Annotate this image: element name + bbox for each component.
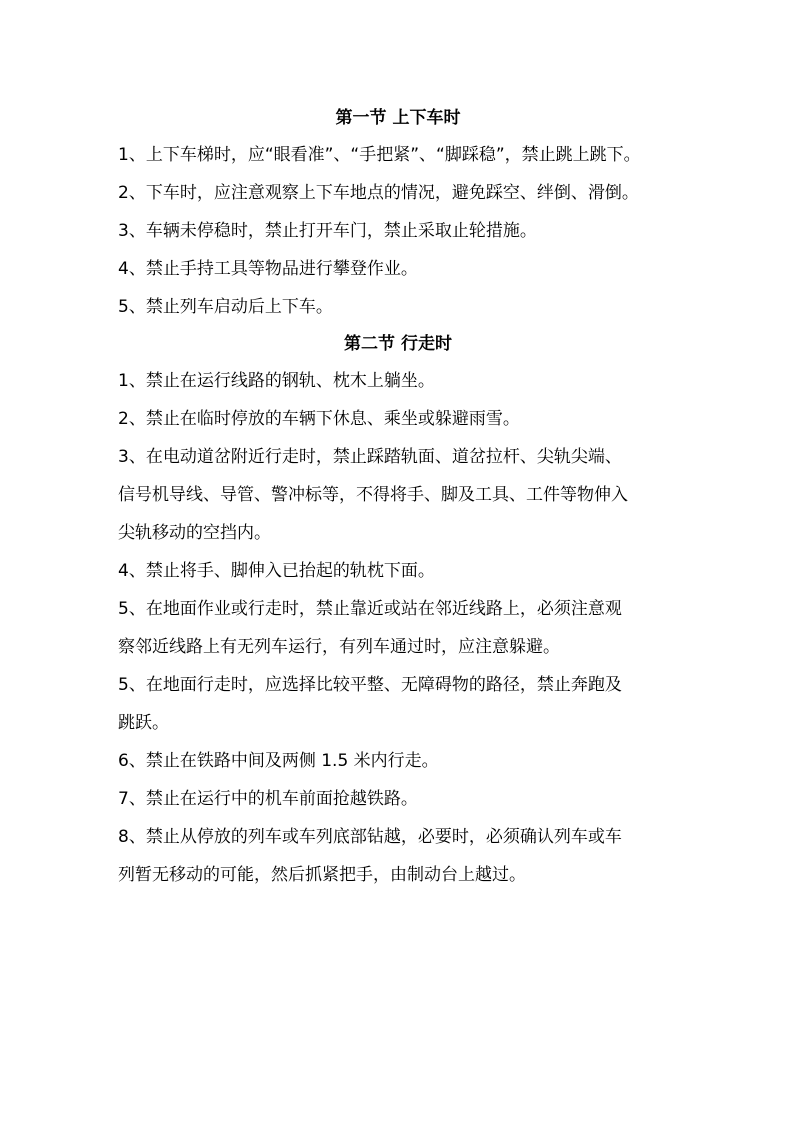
document-content bbox=[118, 100, 678, 894]
paragraph-multiline bbox=[118, 438, 678, 552]
paragraph-multiline bbox=[118, 818, 678, 894]
paragraph-line: 尖轨移动的空挡内。 bbox=[118, 523, 271, 543]
paragraph-line: 8、禁止从停放的列车或车列底部钻越，必要时，必须确认列车或车 bbox=[118, 827, 622, 847]
paragraph-line: 5、在地面行走时，应选择比较平整、无障碍物的路径，禁止奔跑及 bbox=[118, 675, 622, 695]
section-title: 第一节 上下车时 bbox=[335, 108, 461, 128]
paragraph-line: 3、在电动道岔附近行走时，禁止踩踏轨面、道岔拉杆、尖轨尖端、 bbox=[118, 447, 622, 467]
paragraph-line: 跳跃。 bbox=[118, 713, 169, 733]
paragraph: 2、下车时，应注意观察上下车地点的情况，避免踩空、绊倒、滑倒。 bbox=[118, 183, 639, 203]
section-2 bbox=[118, 326, 678, 894]
paragraph-line: 察邻近线路上有无列车运行，有列车通过时，应注意躲避。 bbox=[118, 637, 560, 657]
paragraph: 3、车辆未停稳时，禁止打开车门，禁止采取止轮措施。 bbox=[118, 221, 537, 241]
section-title: 第二节 行走时 bbox=[344, 334, 452, 354]
paragraph: 1、上下车梯时，应“眼看准”、“手把紧”、“脚踩稳”，禁止跳上跳下。 bbox=[118, 145, 641, 165]
paragraph: 6、禁止在铁路中间及两侧 1.5 米内行走。 bbox=[118, 751, 439, 771]
paragraph-line: 信号机导线、导管、警冲标等，不得将手、脚及工具、工件等物伸入 bbox=[118, 485, 628, 505]
paragraph: 4、禁止手持工具等物品进行攀登作业。 bbox=[118, 259, 418, 279]
paragraph-line: 列暂无移动的可能，然后抓紧把手，由制动台上越过。 bbox=[118, 865, 526, 885]
paragraph: 4、禁止将手、脚伸入已抬起的轨枕下面。 bbox=[118, 561, 435, 581]
paragraph-line: 5、在地面作业或行走时，禁止靠近或站在邻近线路上，必须注意观 bbox=[118, 599, 622, 619]
paragraph: 1、禁止在运行线路的钢轨、枕木上躺坐。 bbox=[118, 371, 435, 391]
section-1 bbox=[118, 100, 678, 326]
paragraph: 7、禁止在运行中的机车前面抢越铁路。 bbox=[118, 789, 418, 809]
paragraph-multiline bbox=[118, 590, 678, 666]
paragraph-multiline bbox=[118, 666, 678, 742]
paragraph: 2、禁止在临时停放的车辆下休息、乘坐或躲避雨雪。 bbox=[118, 409, 520, 429]
paragraph: 5、禁止列车启动后上下车。 bbox=[118, 297, 333, 317]
